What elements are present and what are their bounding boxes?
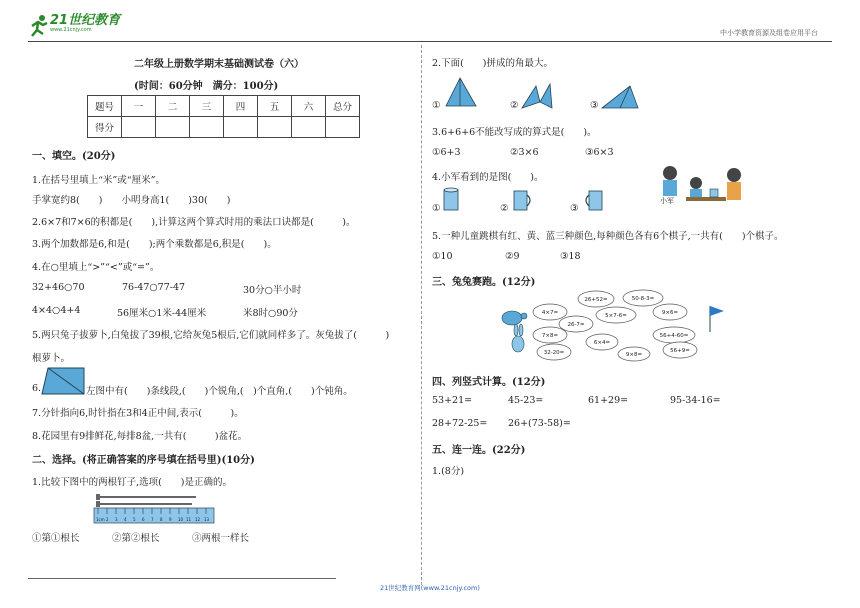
logo-url: www.21cnjy.com bbox=[50, 27, 92, 33]
score-row-label: 得分 bbox=[88, 117, 122, 138]
score-header-cell: 六 bbox=[292, 96, 326, 117]
race-egg-label: 4×7= bbox=[541, 310, 559, 316]
cup-view-3-icon bbox=[582, 188, 604, 212]
turtle-icon bbox=[502, 311, 527, 325]
ruler-tick-label: 6 bbox=[142, 517, 145, 522]
site-logo bbox=[28, 14, 120, 38]
runner-logo-icon bbox=[28, 14, 50, 38]
choice-1-option: ③两根一样长 bbox=[192, 533, 250, 544]
finish-flag-icon bbox=[710, 306, 724, 332]
ruler-tick-label: 12 bbox=[195, 517, 201, 522]
ruler-tick-label: 8 bbox=[160, 517, 163, 522]
ruler-tick-label: 4 bbox=[124, 517, 127, 522]
logo-text: 21世纪教育 bbox=[50, 13, 121, 28]
score-input-cell[interactable] bbox=[156, 117, 190, 138]
score-table bbox=[87, 95, 360, 138]
rabbit-race-figure bbox=[498, 288, 734, 362]
score-input-cell[interactable] bbox=[326, 117, 360, 138]
calc-item: 53+21= bbox=[432, 395, 473, 406]
compare-item: 32+46○70 bbox=[32, 282, 85, 293]
ruler-tick-label: 2 bbox=[106, 517, 109, 522]
race-egg-label: 56+9= bbox=[670, 348, 690, 354]
score-header-cell: 二 bbox=[156, 96, 190, 117]
calc-item: 61+29= bbox=[588, 395, 629, 406]
set-square-angle-2 bbox=[520, 82, 554, 110]
section-1-heading: 一、填空。(20分) bbox=[32, 151, 116, 162]
race-egg-label: 9×6= bbox=[661, 310, 679, 316]
matching-1: 1.(8分) bbox=[432, 466, 465, 477]
choice-2-option: ③ bbox=[590, 100, 599, 111]
ruler-tick-label: 5 bbox=[133, 517, 136, 522]
question-1: 1.在括号里填上“米”或“厘米”。 bbox=[32, 175, 165, 186]
question-1-items: 手掌宽约8( ) 小明身高1( )30( ) bbox=[32, 195, 231, 206]
question-5-cont: 根萝卜。 bbox=[32, 353, 71, 364]
cup-view-2-icon bbox=[512, 188, 534, 212]
ruler-tick-label: 9 bbox=[169, 517, 172, 522]
score-header-cell: 三 bbox=[190, 96, 224, 117]
race-egg-label: 50-8-3= bbox=[631, 296, 655, 302]
score-input-cell[interactable] bbox=[122, 117, 156, 138]
choice-4: 4.小军看到的是图( )。 bbox=[432, 172, 544, 183]
section-4-heading: 四、列竖式计算。(12分) bbox=[432, 377, 546, 388]
race-egg-label: 26-7= bbox=[567, 322, 585, 328]
score-input-cell[interactable] bbox=[190, 117, 224, 138]
compare-item: 4×4○4+4 bbox=[32, 305, 81, 316]
compare-item: 米8时○90分 bbox=[243, 308, 298, 319]
ruler-tick-label: 7 bbox=[151, 517, 154, 522]
section-5-heading: 五、连一连。(22分) bbox=[432, 445, 526, 456]
choice-3-option: ③6×3 bbox=[585, 147, 614, 158]
section-2-heading: 二、选择。(将正确答案的序号填在括号里)(10分) bbox=[32, 455, 255, 466]
choice-4-option: ① bbox=[432, 203, 441, 214]
page-title: 二年级上册数学期末基础测试卷（六） bbox=[134, 59, 304, 70]
calc-item: 28+72-25= bbox=[432, 418, 488, 429]
calc-item: 45-23= bbox=[508, 395, 544, 406]
choice-1-option: ②第②根长 bbox=[112, 533, 160, 544]
race-egg-label: 5×7-6= bbox=[605, 313, 627, 319]
section-3-heading: 三、兔兔赛跑。(12分) bbox=[432, 277, 536, 288]
compare-item: 76-47○77-47 bbox=[122, 282, 186, 293]
race-egg-label: 26+52= bbox=[584, 297, 608, 303]
question-8: 8.花园里有9排鲜花,每排8盆,一共有( )盆花。 bbox=[32, 431, 248, 442]
question-2: 2.6×7和7×6的积都是( ),计算这两个算式时用的乘法口诀都是( )。 bbox=[32, 217, 356, 228]
choice-3-option: ②3×6 bbox=[510, 147, 539, 158]
choice-2-option: ① bbox=[432, 100, 441, 111]
choice-3-option: ①6+3 bbox=[432, 147, 461, 158]
set-square-angle-1 bbox=[442, 76, 480, 110]
page-subtitle: (时间：60分钟 满分：100分) bbox=[134, 81, 279, 92]
trapezoid-figure bbox=[40, 366, 86, 396]
race-egg-label: 6×4= bbox=[593, 340, 611, 346]
choice-2-option: ② bbox=[510, 100, 519, 111]
choice-1-option: ①第①根长 bbox=[32, 533, 80, 544]
compare-item: 56厘米○1米-44厘米 bbox=[117, 308, 207, 319]
score-header-cell: 总分 bbox=[326, 96, 360, 117]
score-header-cell: 一 bbox=[122, 96, 156, 117]
compare-item: 30分○半小时 bbox=[243, 285, 302, 296]
score-input-cell[interactable] bbox=[258, 117, 292, 138]
race-egg-label: 56+4-60= bbox=[659, 333, 689, 339]
ruler-tick-label: 13 bbox=[204, 517, 210, 522]
question-4: 4.在○里填上“>”“<”或“=”。 bbox=[32, 262, 160, 273]
choice-5-option: ②9 bbox=[505, 251, 520, 262]
children-observing-cup-illustration bbox=[652, 163, 748, 213]
choice-1: 1.比较下图中的两根钉子,选项( )是正确的。 bbox=[32, 477, 232, 488]
cup-view-1-icon bbox=[442, 186, 460, 212]
question-6-number: 6. bbox=[32, 383, 42, 394]
score-header-cell: 题号 bbox=[88, 96, 122, 117]
rabbit-icon bbox=[512, 324, 524, 352]
race-egg-label: 7×8= bbox=[541, 333, 559, 339]
header-rule bbox=[28, 41, 832, 42]
kid-name-label: 小军 bbox=[660, 197, 674, 205]
question-5: 5.两只兔子拔萝卜,白兔拔了39根,它给灰兔5根后,它们就同样多了。灰兔拔了( ) bbox=[32, 330, 390, 341]
nails-ruler-figure bbox=[92, 490, 216, 526]
choice-4-option: ③ bbox=[570, 203, 579, 214]
score-header-cell: 五 bbox=[258, 96, 292, 117]
choice-5-option: ①10 bbox=[432, 251, 453, 262]
set-square-angle-3 bbox=[600, 84, 640, 110]
question-3: 3.两个加数都是6,和是( );两个乘数都是6,积是( )。 bbox=[32, 239, 277, 250]
calc-item: 26+(73-58)= bbox=[508, 418, 571, 429]
platform-label: 中小学教育资源及组卷应用平台 bbox=[720, 29, 818, 37]
choice-2: 2.下面( )拼成的角最大。 bbox=[432, 58, 553, 69]
race-egg-label: 32-20= bbox=[543, 350, 565, 356]
choice-5-option: ③18 bbox=[560, 251, 581, 262]
footer-text: 21世纪教育网(www.21cnjy.com) bbox=[380, 584, 480, 592]
choice-3: 3.6+6+6不能改写成的算式是( )。 bbox=[432, 127, 597, 138]
score-input-cell[interactable] bbox=[224, 117, 258, 138]
score-input-cell[interactable] bbox=[292, 117, 326, 138]
question-6: 左图中有( )条线段,( )个锐角,( )个直角,( )个钝角。 bbox=[86, 386, 353, 397]
calc-item: 95-34-16= bbox=[670, 395, 721, 406]
choice-5: 5.一种儿童跳棋有红、黄、蓝三种颜色,每种颜色各有6个棋子,一共有( )个棋子。 bbox=[432, 231, 784, 242]
footer-rule bbox=[28, 578, 336, 579]
ruler-tick-label: 10 bbox=[178, 517, 184, 522]
score-header-cell: 四 bbox=[224, 96, 258, 117]
race-egg-label: 9×8= bbox=[625, 352, 643, 358]
choice-4-option: ② bbox=[500, 203, 509, 214]
question-7: 7.分针指向6,时针指在3和4正中间,表示( )。 bbox=[32, 408, 244, 419]
column-divider bbox=[421, 45, 422, 585]
ruler-tick-label: 3 bbox=[115, 517, 118, 522]
ruler-tick-label: 1cm bbox=[96, 517, 105, 522]
ruler-tick-label: 11 bbox=[186, 517, 192, 522]
